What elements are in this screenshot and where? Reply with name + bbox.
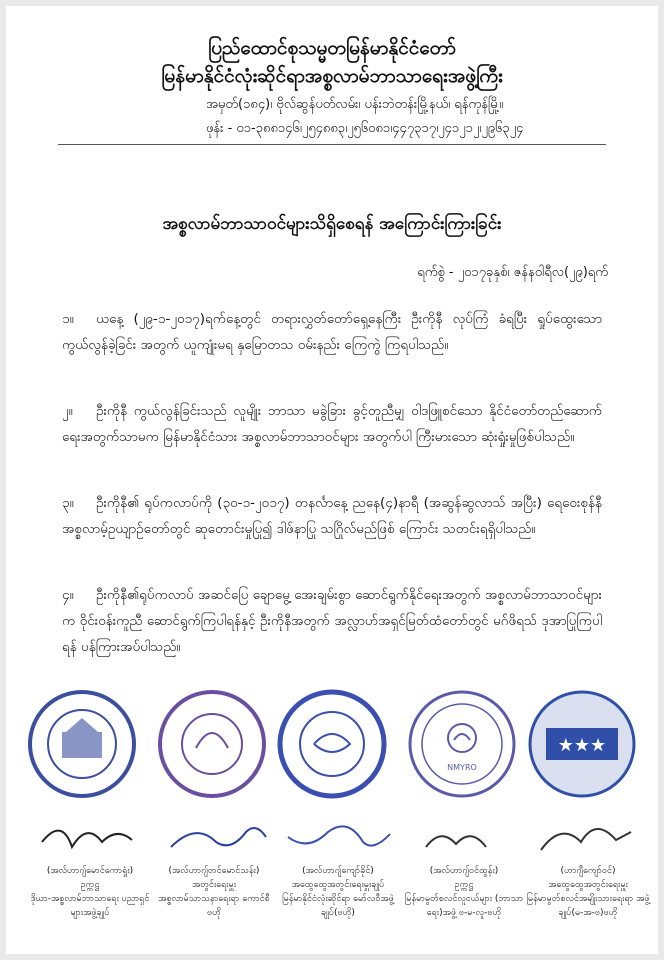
- signature-5-icon: [526, 812, 646, 860]
- seal-maulvi-association-icon: [276, 688, 388, 800]
- seal-4-text: NMYRO: [447, 763, 477, 772]
- paragraph-1: [62, 306, 602, 358]
- signatory-name: (အလ်ဟာဂျ်တင်မောင်သန်း): [168, 866, 260, 876]
- signatory-title: အတွင်းရေးမှူး: [191, 880, 237, 890]
- signatory-title: ဥက္ကဋ္ဌ: [80, 880, 100, 890]
- paragraph-number: ၄။: [62, 587, 74, 603]
- letterhead-address: အမှတ်(၁၈၄)၊ ဗိုလ်ဆွန်ပတ်လမ်း၊ ပန်းဘဲတန်းမြို့နယ်၊ ရန်ကုန်မြို့။: [206, 97, 504, 112]
- signatory-3: [276, 864, 400, 920]
- paragraph-number: ၃။: [62, 495, 74, 511]
- signature-1-icon: [32, 812, 152, 860]
- signatory-title: ဥက္ကဋ္ဌ: [454, 880, 474, 890]
- svg-text:★★★: ★★★: [557, 735, 607, 756]
- header-divider: [58, 144, 606, 145]
- signatory-org: မြန်မာနိုင်ငံလုံးဆိုင်ရာ မော်လဝီအဖွဲ့ချုပ်(ဗဟို): [282, 894, 394, 918]
- paragraph-4: [62, 582, 602, 660]
- letter-date: ရက်စွဲ - ၂၀၁၇ခုနှစ်၊ ဇန်နဝါရီလ(၂၉)ရက်: [417, 265, 608, 280]
- seal-jamiat-ulama-icon: [26, 688, 138, 800]
- paragraph-2: [62, 398, 602, 450]
- signature-4-icon: [406, 812, 526, 860]
- signatory-title: အထွေထွေအတွင်းရေးမှူးချုပ်: [291, 880, 385, 890]
- signatory-5: [526, 864, 650, 920]
- signatory-title: အထွေထွေအတွင်းရေးမှူး: [548, 880, 628, 890]
- signatory-org: ဒိုယာ-အစ္စလာမ်ဘာသာရေး ပညာရှင်များအဖွဲ့ချုပ်: [30, 894, 150, 918]
- signatory-name: (အလ်ဟာဂျ်ဝင်ထွန်း): [429, 866, 499, 876]
- paragraph-text: ယနေ့ (၂၉-၁-၂၀၁၇)ရက်နေ့တွင် တရားလွှတ်တော်ရှေ့နေကြီး ဦးကိုနီ လုပ်ကြံ ခံရပြီး ရှုပ်ထွေးသော ကွယ်လွန်ခဲ့ခြင်း အတွက် ယူကျုံးမရ နှမြောတသ ဝမ်းနည်း ကြေကွဲ ကြရပါသည်။: [62, 311, 602, 353]
- letterhead-phone: ဖုန်း - ၀၁-၃၈၈၁၄၆၊၂၅၄၈၈၃၊၂၅၆၀၈၁၊၄၄၇၃၁၇၊၂၄၁၂၁၂၊၂၉၆၃၂၄: [206, 121, 524, 136]
- signatory-name: (ဟာဂျီကျော်ဝင်): [560, 866, 616, 876]
- seal-nmyro-icon: [406, 688, 518, 800]
- signatory-org: မြန်မာမွတ်စလင်လူငယ်များ (ဘာသာရေး)အဖွဲ့ ဗ-မ-လူ-ဗဟို: [404, 894, 524, 918]
- paragraph-text: ဦးကိုနီ၏ ရုပ်ကလာပ်ကို (၃၀-၁-၂၀၁၇) တနင်္လာနေ့ ညနေ(၄)နာရီ (အဆွန်ဆွလာသ် အပြီး) ရေဝေးစုန်နီအစ္စလာမ့်ဥယျာဉ်တော်တွင် ဆုတောင်းမှုပြု၍ ဒါဖ်နာပြု သဂြိုလ်မည်ဖြစ် ကြောင်း သတင်းရရှိပါသည်။: [62, 495, 602, 537]
- signature-3-icon: [278, 812, 398, 860]
- subject-heading: အစ္စလာမ်ဘာသာဝင်များသိရှိစေရန် အကြောင်းကြားခြင်း: [162, 214, 502, 234]
- document-page: [6, 6, 658, 954]
- paragraph-text: ဦးကိုနီ ကွယ်လွန်ခြင်းသည် လူမျိုး ဘာသာ မခွဲခြား ခွင့်တူညီမျှ ဝါဒဖြူစင်သော နိုင်ငံတော်တည်ဆောက်ရေးအတွက်သာမက မြန်မာနိုင်ငံသား အစ္စလာမ်ဘာသာဝင်များ အတွက်ပါ ကြီးမားသော ဆုံးရှုံးမှုဖြစ်ပါသည်။: [62, 403, 602, 445]
- signatory-name: (အလ်ဟာဂျ်မောင်ကောရှုံး): [46, 866, 134, 876]
- paragraph-text: ဦးကိုနီ၏ရုပ်ကလာပ် အဆင်ပြေ ချောမွေ့ အေးချမ်းစွာ ဆောင်ရွက်နိုင်ရေးအတွက် အစ္စလာမ်ဘာသာဝင်များက ဝိုင်းဝန်းကူညီ ဆောင်ရွက်ကြပါရန်နှင့် ဦးကိုနီအတွက် အလ္လာဟ်အရှင်မြတ်ထံတော်တွင် မဂ်ဖိရသ် ဒုအာပြုကြပါရန် ပန်ကြားအပ်ပါသည်။: [62, 587, 602, 655]
- seal-islamic-council-icon: [156, 688, 268, 800]
- letterhead-line2: မြန်မာနိုင်ငံလုံးဆိုင်ရာအစ္စလာမ်ဘာသာရေးအဖွဲ့ကြီး: [161, 65, 503, 87]
- signatory-org: အစ္စလာမ်သာသနာရေးရာ ကောင်စီဗဟို: [158, 894, 270, 918]
- signatory-4: [402, 864, 526, 920]
- letterhead-line1: ပြည်ထောင်စုသမ္မတမြန်မာနိုင်ငံတော်: [208, 37, 456, 59]
- signatory-name: (အလ်ဟာဂျ်ကျော်ခိုင်): [302, 866, 374, 876]
- paragraph-3: [62, 490, 602, 542]
- signature-2-icon: [156, 812, 276, 860]
- signatory-org: မြန်မာမွတ်စလင်အမျိုးသားရေးရာ အဖွဲ့ချုပ်(မ-အ-ဗ)ဗဟို: [526, 894, 650, 918]
- signatory-2: [152, 864, 276, 920]
- paragraph-number: ၁။: [62, 311, 74, 327]
- paragraph-number: ၂။: [62, 403, 73, 419]
- signatory-1: [28, 864, 152, 920]
- seal-muslim-national-icon: [526, 688, 638, 800]
